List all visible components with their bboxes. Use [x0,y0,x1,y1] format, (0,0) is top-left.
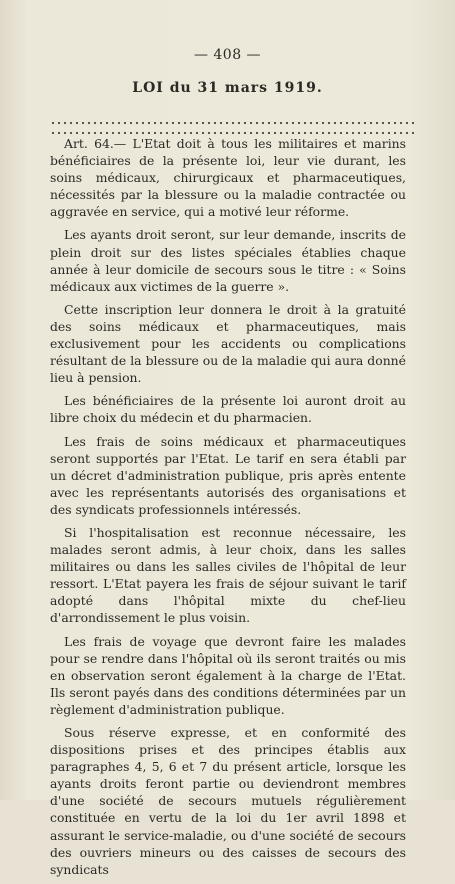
paragraph: Art. 64.— L'Etat doit à tous les militaires et marins bénéficiaires de la présente loi, leur vie durant, les soins médicaux, chirurgicaux et pharmaceutiques, nécessités par la blessure ou la maladie contractée ou aggravée en service, qui a motivé leur réforme. [50,136,406,220]
paragraph: Les ayants droit seront, sur leur demande, inscrits de plein droit sur des listes spéciales établies chaque année à leur domicile de secours sous le titre : « Soins médicaux aux victimes de la guerre ». [50,227,406,294]
dotted-separator [50,121,415,125]
article-body [50,135,406,884]
paragraph: Cette inscription leur donnera le droit à la gratuité des soins médicaux et pharmaceutiques, mais exclusivement pour les accidents ou complications résultant de la blessure ou de la maladie qui aura donné lieu à pension. [50,301,406,386]
paragraph: Sous réserve expresse, et en conformité des dispositions prises et des principes établis aux paragraphes 4, 5, 6 et 7 du présent article, lorsque les ayants droits feront partie ou deviendront membres d'une société de secours mutuels régulièrement constituée en vertu de la loi du 1er avril 1898 et assurant le service-maladie, ou d'une société de secours des ouvriers mineurs ou des caisses de secours des syndicats [50,725,406,877]
running-title: LOI du 31 mars 1919. [132,80,323,96]
paragraph: Les frais de soins médicaux et pharmaceutiques seront supportés par l'Etat. Le tarif en sera établi par un décret d'administration publique, pris après entente avec les représentants autorisés des organisations et des syndicats professionnels intéressés. [50,433,406,517]
page-number: — 408 — [193,47,262,63]
paragraph: Les frais de voyage que devront faire les malades pour se rendre dans l'hôpital où ils seront traités ou mis en observation seront également à la charge de l'Etat. Ils seront payés dans des conditions déterminées par un règlement d'administration publique. [50,633,406,717]
paragraph: Si l'hospitalisation est reconnue nécessaire, les malades seront admis, à leur choix, dans les salles militaires ou dans les salles civiles de l'hôpital de leur ressort. L'Etat payera les frais de séjour suivant le tarif adopté dans l'hôpital mixte du chef-lieu d'arrondissement le plus voisin. [50,524,406,626]
paragraph: Les bénéficiaires de la présente loi auront droit au libre choix du médecin et du pharmacien. [50,393,406,426]
